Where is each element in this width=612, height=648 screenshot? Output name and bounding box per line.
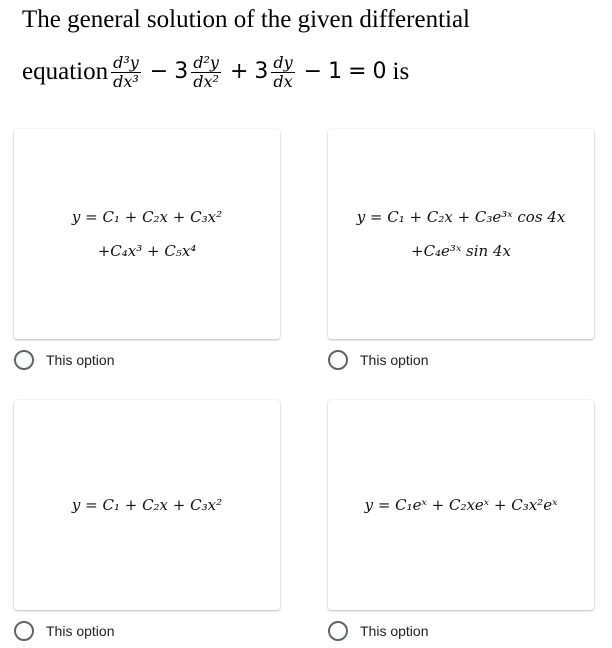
question-tail: is bbox=[392, 58, 410, 85]
question-text bbox=[22, 4, 602, 96]
option-3-label: This option bbox=[46, 623, 115, 639]
question-lead: equation bbox=[22, 58, 109, 85]
fraction-third-derivative: $\frac{\text{d³y}}{\text{dx³}}$ bbox=[113, 52, 139, 91]
option-4-formula: y = C₁eˣ + C₂xeˣ + C₃x²eˣ bbox=[364, 496, 558, 514]
option-card-1[interactable] bbox=[14, 129, 280, 339]
option-card-3[interactable] bbox=[14, 400, 280, 610]
question-line-2: equation $\frac{\text{d³y}}{\text{dx³}}$ − 3 $\frac{\text{d²y}}{\text{dx²}}$ + 3 $\frac{dy}{dx}$ − 1 = 0 is bbox=[22, 52, 410, 91]
fraction-second-derivative: $\frac{\text{d²y}}{\text{dx²}}$ bbox=[193, 52, 219, 91]
option-2-formula: y = C₁ + C₂x + C₃e³ˣ cos 4x +C₄e³ˣ sin 4x bbox=[356, 208, 566, 260]
fraction-first-derivative: $\frac{dy}{dx}$ bbox=[273, 52, 293, 91]
option-4-radio-row[interactable] bbox=[328, 621, 428, 641]
option-card-4[interactable] bbox=[328, 400, 594, 610]
question-line-1: The general solution of the given differential bbox=[22, 6, 470, 33]
option-card-2[interactable] bbox=[328, 129, 594, 339]
radio-button[interactable] bbox=[328, 621, 348, 641]
option-1-formula: y = C₁ + C₂x + C₃x² +C₄x³ + C₅x⁴ bbox=[71, 208, 223, 260]
option-1-label: This option bbox=[46, 352, 115, 368]
option-2-radio-row[interactable] bbox=[328, 350, 428, 370]
radio-button[interactable] bbox=[328, 350, 348, 370]
radio-button[interactable] bbox=[14, 621, 34, 641]
option-4-label: This option bbox=[360, 623, 429, 639]
option-3-formula: y = C₁ + C₂x + C₃x² bbox=[71, 496, 223, 514]
radio-button[interactable] bbox=[14, 350, 34, 370]
option-1-radio-row[interactable] bbox=[14, 350, 114, 370]
option-2-label: This option bbox=[360, 352, 429, 368]
option-3-radio-row[interactable] bbox=[14, 621, 114, 641]
